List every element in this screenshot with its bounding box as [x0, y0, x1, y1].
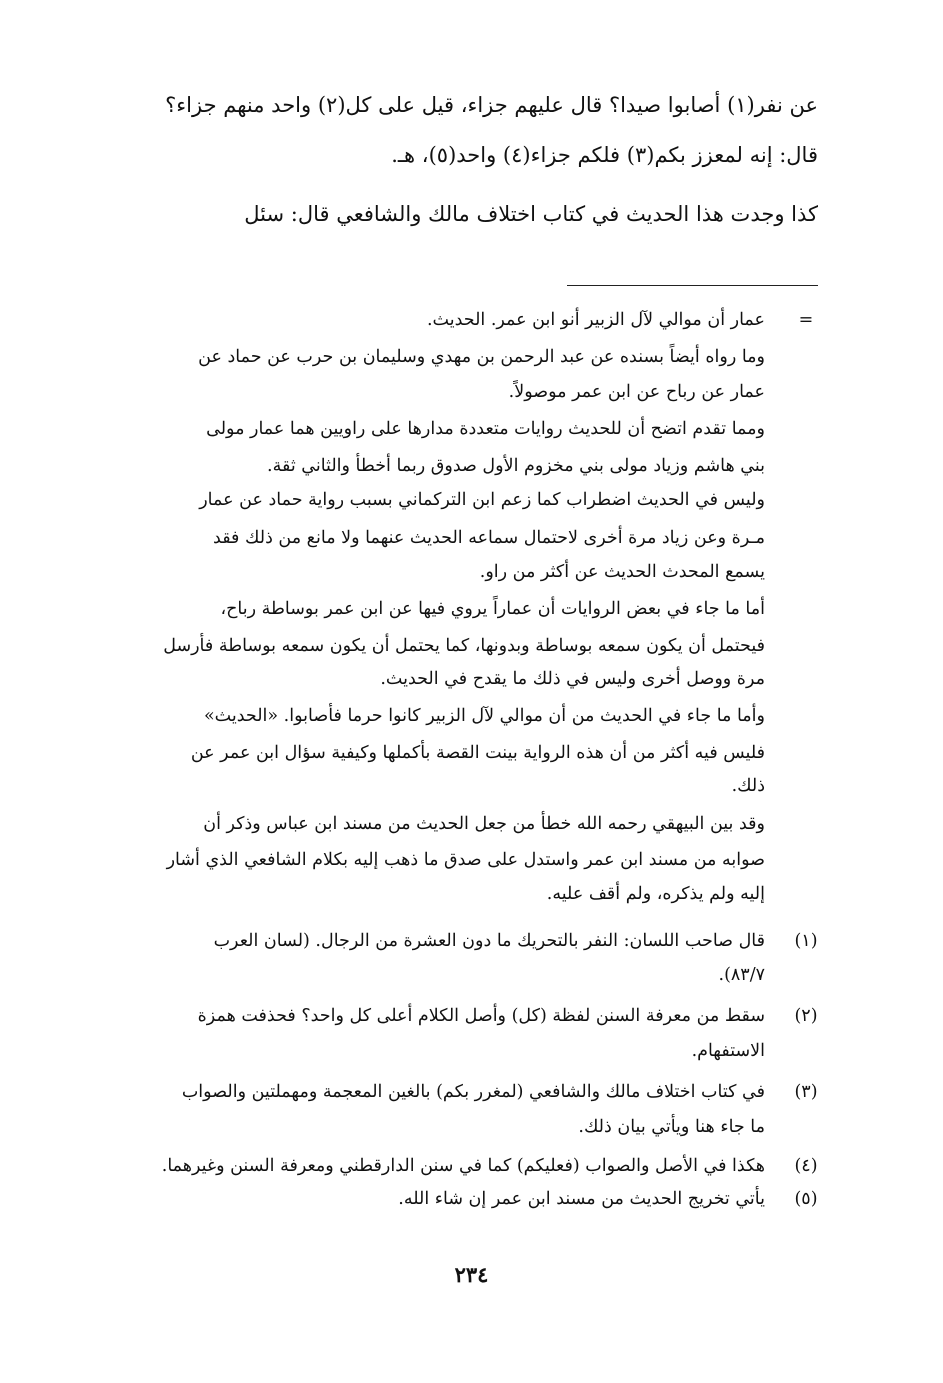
- page-number: ٢٣٤: [454, 1262, 489, 1287]
- footnote-marker: (١): [794, 931, 818, 951]
- footnote-line: يسمع المحدث الحديث عن أكثر من راو.: [479, 562, 765, 582]
- footnote-line: في كتاب اختلاف مالك والشافعي (لمغرر بكم) بالغين المعجمة ومهملتين والصواب: [181, 1082, 765, 1102]
- footnote-line: قال صاحب اللسان: النفر بالتحريك ما دون العشرة من الرجال. (لسان العرب: [213, 931, 765, 951]
- footnote-line: إليه ولم يذكره، ولم أقف عليه.: [546, 884, 765, 904]
- footnote-line: فيحتمل أن يكون سمعه بوساطة وبدونها، كما يحتمل أن يكون سمعه بوساطة فأرسل: [163, 636, 765, 656]
- footnote-line: مـرة وعن زياد مرة أخرى لاحتمال سماعه الحديث عنهما ولا مانع من ذلك فقد: [213, 528, 765, 548]
- main-text-line: كذا وجدت هذا الحديث في كتاب اختلاف مالك والشافعي قال: سئل: [244, 202, 818, 226]
- footnote-line: ذلك.: [731, 776, 765, 796]
- footnote-line: عمار عن رباح عن ابن عمر موصولاً.: [508, 382, 765, 402]
- footnote-line: الاستفهام.: [691, 1041, 765, 1061]
- footnote-marker: (٥): [794, 1189, 818, 1209]
- footnote-line: هكذا في الأصل والصواب (فعليكم) كما في سنن الدارقطني ومعرفة السنن وغيرهما.: [161, 1156, 765, 1176]
- footnote-line: وقد بين البيهقي رحمه الله خطأ من جعل الحديث من مسند ابن عباس وذكر أن: [203, 814, 765, 834]
- footnote-marker: (٣): [794, 1082, 818, 1102]
- footnote-line: أما ما جاء في بعض الروايات أن عماراً يروي فيها عن ابن عمر بوساطة رباح،: [220, 599, 765, 619]
- footnote-line: ومما تقدم اتضح أن للحديث روايات متعددة مدارها على راويين هما عمار مولى: [206, 419, 765, 439]
- main-text-line: عن نفر(١) أصابوا صيدا؟ قال عليهم جزاء، قيل على كل(٢) واحد منهم جزاء؟: [165, 93, 818, 117]
- footnote-line: بني هاشم وزياد مولى بني مخزوم الأول صدوق ربما أخطأ والثاني ثقة.: [267, 456, 765, 476]
- footnote-line: وأما ما جاء في الحديث من أن موالي لآل الزبير كانوا حرما فأصابوا. «الحديث»: [203, 706, 765, 726]
- footnote-separator: [567, 285, 818, 286]
- footnote-line: مرة ووصل أخرى وليس في ذلك ما يقدح في الحديث.: [380, 669, 765, 689]
- footnote-marker: (٤): [794, 1156, 818, 1176]
- footnote-line: سقط من معرفة السنن لفظة (كل) وأصل الكلام أعلى كل واحد؟ فحذفت همزة: [197, 1006, 765, 1026]
- footnote-line: يأتي تخريج الحديث من مسند ابن عمر إن شاء الله.: [398, 1189, 765, 1209]
- footnote-line: ٨٣/٧).: [718, 965, 765, 985]
- main-text-line: قال: إنه لمعزز بكم(٣) فلكم جزاء(٤) واحد(٥)، هـ.: [391, 143, 818, 167]
- footnote-line: ما جاء هنا ويأتي بيان ذلك.: [578, 1117, 765, 1137]
- footnote-line: فليس فيه أكثر من أن هذه الرواية بينت القصة بأكملها وكيفية سؤال ابن عمر عن: [190, 743, 765, 763]
- footnote-marker: (٢): [794, 1006, 818, 1026]
- footnote-line: وما رواه أيضاً بسنده عن عبد الرحمن بن مهدي وسليمان بن حرب عن حماد عن: [198, 347, 765, 367]
- footnote-continuation-marker: =: [798, 310, 814, 330]
- footnote-line: عمار أن موالي لآل الزبير أنو ابن عمر. الحديث.: [426, 310, 765, 330]
- footnote-line: صوابه من مسند ابن عمر واستدل على صدق ما ذهب إليه بكلام الشافعي الذي أشار: [166, 850, 765, 870]
- footnote-line: وليس في الحديث اضطراب كما زعم ابن التركماني بسبب رواية حماد عن عمار: [199, 490, 765, 510]
